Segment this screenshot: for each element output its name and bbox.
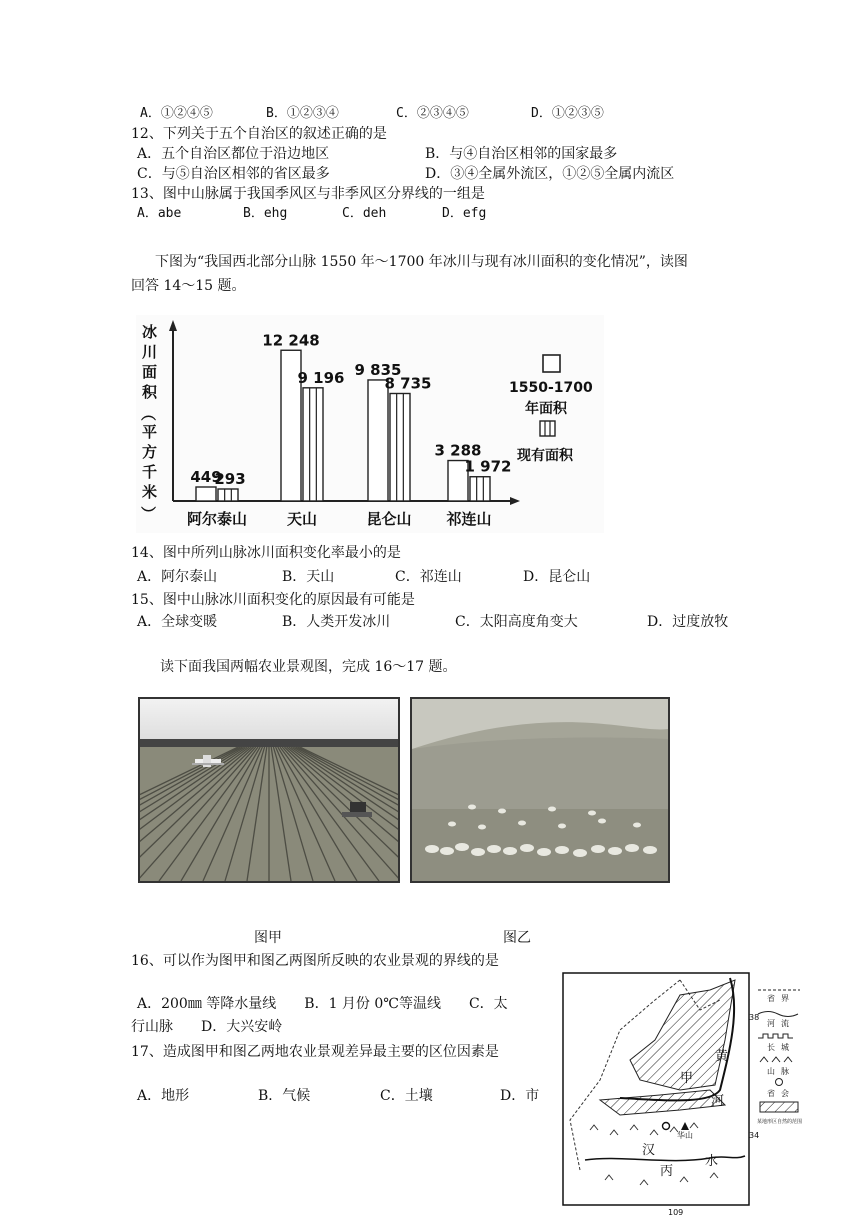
category-label: 昆仑山 <box>366 510 412 528</box>
legend-label-river: 河流 <box>767 1019 795 1028</box>
legend-region-symbol <box>760 1102 798 1112</box>
intro-14-15-line1: 下图为“我国西北部分山脉 1550 年～1700 年冰川与现有冰川面积的变化情况”，读图 <box>155 254 688 270</box>
q13-option-a: A．abe <box>137 206 182 221</box>
q11-option-b: B．①②③④ <box>266 106 339 121</box>
q16-stem: 16、可以作为图甲和图乙两图所反映的农业景观的界线的是 <box>131 953 499 969</box>
glacier-area-chart <box>136 315 604 533</box>
bar-current <box>303 388 323 501</box>
regional-map <box>560 970 812 1216</box>
map-label-he: 河 <box>711 1094 725 1109</box>
y-axis-label-char: 方 <box>142 443 158 461</box>
y-axis-label-char: 千 <box>142 463 158 481</box>
y-axis-label-char: 米 <box>142 483 158 501</box>
legend-label-capital: 省会 <box>767 1089 795 1098</box>
legend-label-historic-area: 年面积 <box>525 401 567 417</box>
q12-option-c: C．与⑤自治区相邻的省区最多 <box>137 166 330 182</box>
q12-option-b: B．与④自治区相邻的国家最多 <box>425 146 618 162</box>
legend-river-symbol <box>758 1012 798 1017</box>
data-label-historic: 9 835 <box>354 360 402 379</box>
q13-option-b: B．ehg <box>243 206 288 221</box>
data-label-current: 1 972 <box>464 457 512 476</box>
q15-option-d: D．过度放牧 <box>647 614 729 630</box>
data-label-current: 9 196 <box>297 368 345 387</box>
map-label-huashan: 华山 <box>677 1131 693 1140</box>
y-axis-label-char: 平 <box>142 423 158 441</box>
data-label-historic: 449 <box>190 468 222 486</box>
data-label-current: 8 735 <box>384 374 432 393</box>
q17-option-d: D．市 <box>500 1088 540 1104</box>
q13-stem: 13、图中山脉属于我国季风区与非季风区分界线的一组是 <box>131 186 485 202</box>
y-axis-label-char: 积 <box>142 383 158 401</box>
legend-swatch-historic <box>543 355 560 372</box>
intro-14-15-line2: 回答 14～15 题。 <box>131 278 246 294</box>
data-label-current: 293 <box>214 470 246 488</box>
legend-label-region: 某地形区自然的范围 <box>757 1119 803 1125</box>
q16-options-line2: 行山脉 D．大兴安岭 <box>131 1019 283 1035</box>
lat-label-34: 34 <box>749 1131 760 1140</box>
map-label-han: 汉 <box>642 1143 656 1158</box>
q11-option-d: D．①②③⑤ <box>531 106 604 121</box>
q14-option-c: C．祁连山 <box>395 569 462 585</box>
lat-label-38: 38 <box>749 1013 760 1022</box>
q11-option-a: A．①②④⑤ <box>140 106 213 121</box>
data-label-historic: 3 288 <box>434 441 482 460</box>
q14-option-a: A．阿尔泰山 <box>137 569 218 585</box>
category-label: 祁连山 <box>446 510 492 528</box>
legend-label-great-wall: 长城 <box>767 1043 795 1052</box>
map-legend <box>757 990 802 1125</box>
q15-option-c: C．太阳高度角变大 <box>455 614 578 630</box>
legend-label-province-border: 省界 <box>767 994 795 1003</box>
map-label-shui: 水 <box>705 1154 719 1169</box>
y-axis-label-char: 冰 <box>142 323 158 341</box>
q15-stem: 15、图中山脉冰川面积变化的原因最有可能是 <box>131 592 415 608</box>
bar-historic <box>196 487 216 501</box>
intro-16-17: 读下面我国两幅农业景观图，完成 16～17 题。 <box>160 659 457 675</box>
y-axis-label-char: ） <box>139 506 157 522</box>
photo-farmland <box>138 697 400 883</box>
map-label-jia: 甲 <box>680 1071 694 1086</box>
q11-option-c: C．②③④⑤ <box>396 106 469 121</box>
bar-current <box>390 393 410 501</box>
q12-option-d: D．③④全属外流区，①②⑤全属内流区 <box>425 166 675 182</box>
legend-label-historic-years: 1550-1700 <box>509 380 593 396</box>
q13-option-c: C．deh <box>342 206 387 221</box>
q14-option-d: D．昆仑山 <box>523 569 591 585</box>
q17-option-b: B．气候 <box>258 1088 311 1104</box>
photo-grassland <box>410 697 670 883</box>
y-axis-label-char: （ <box>139 406 157 422</box>
q12-stem: 12、下列关于五个自治区的叙述正确的是 <box>131 126 387 142</box>
q14-option-b: B．天山 <box>282 569 335 585</box>
bar-current <box>470 477 490 501</box>
bar-current <box>540 421 555 436</box>
legend-label-current: 现有面积 <box>517 448 573 464</box>
q15-option-b: B．人类开发冰川 <box>282 614 391 630</box>
q17-stem: 17、造成图甲和图乙两地农业景观差异最主要的区位因素是 <box>131 1044 499 1060</box>
q15-option-a: A．全球变暖 <box>137 614 218 630</box>
lon-label-109: 109 <box>668 1208 684 1216</box>
map-label-bing: 丙 <box>660 1164 674 1179</box>
q17-option-a: A．地形 <box>137 1088 190 1104</box>
map-label-huang: 黄 <box>715 1049 729 1064</box>
caption-photo-a: 图甲 <box>254 930 282 946</box>
category-label: 天山 <box>286 510 318 528</box>
q17-option-c: C．土壤 <box>380 1088 433 1104</box>
data-label-historic: 12 248 <box>262 331 320 350</box>
bar-historic <box>368 380 388 501</box>
legend-great-wall-symbol <box>758 1034 793 1038</box>
q16-options-line1: A．200㎜ 等降水量线 B．1 月份 0℃等温线 C．太 <box>137 996 508 1012</box>
q12-option-a: A．五个自治区都位于沿边地区 <box>137 146 330 162</box>
caption-photo-b: 图乙 <box>503 930 531 946</box>
category-label: 阿尔泰山 <box>186 510 248 528</box>
legend-capital-symbol <box>776 1079 783 1086</box>
y-axis-label-char: 面 <box>142 363 158 381</box>
y-axis-label-char: 川 <box>142 343 158 361</box>
legend-mountain-symbol <box>760 1057 792 1062</box>
q13-option-d: D．efg <box>442 206 487 221</box>
q14-stem: 14、图中所列山脉冰川面积变化率最小的是 <box>131 545 401 561</box>
bar-current <box>218 489 238 501</box>
legend-label-mountain: 山脉 <box>767 1067 795 1076</box>
